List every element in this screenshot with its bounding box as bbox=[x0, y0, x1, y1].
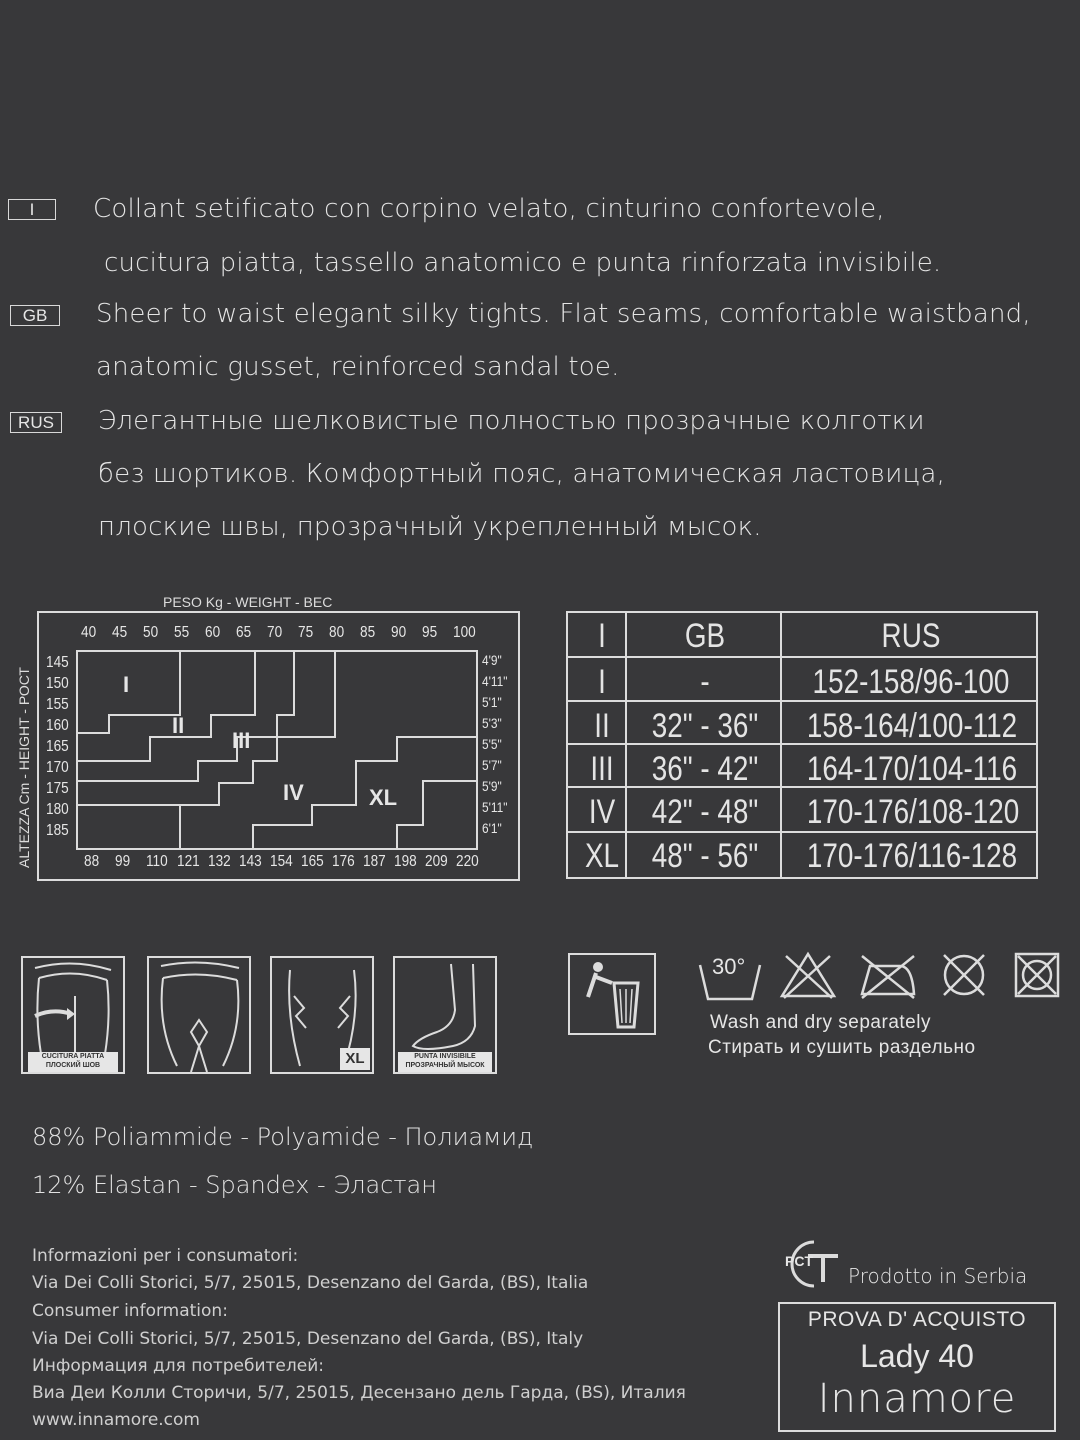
cm-tick-label: 175 bbox=[46, 780, 69, 797]
size-table-cell: 164-170/104-116 bbox=[806, 750, 1018, 788]
kg-tick-label: 55 bbox=[174, 624, 190, 641]
kg-tick-label: 85 bbox=[360, 624, 376, 641]
toe-label-ru: ПРОЗРАЧНЫЙ МЫСОК bbox=[405, 1062, 485, 1069]
lb-tick-label: 187 bbox=[363, 853, 386, 870]
size-table-cell: - bbox=[700, 663, 710, 701]
flat-seam-label-it: CUCITURA PIATTA bbox=[41, 1053, 105, 1060]
size-table-cell: II bbox=[594, 707, 610, 745]
care-note-en: Wash and dry separately bbox=[710, 1012, 931, 1033]
size-table-cell: 36" - 42" bbox=[651, 750, 759, 788]
wash-temp: 30° bbox=[712, 954, 746, 979]
product-name: Lady 40 bbox=[860, 1338, 974, 1374]
website-link[interactable]: www.innamore.com bbox=[32, 1410, 200, 1430]
info-line: Via Dei Colli Storici, 5/7, 25015, Desenzano del Garda, (BS), Italia bbox=[32, 1273, 589, 1293]
lang-tag-it: I bbox=[8, 199, 56, 220]
kg-tick-label: 40 bbox=[81, 624, 97, 641]
size-chart-lines bbox=[0, 0, 540, 900]
kg-tick-label: 60 bbox=[205, 624, 221, 641]
kg-tick-label: 65 bbox=[236, 624, 252, 641]
recycle-bin-icon bbox=[568, 953, 656, 1035]
toe-label-it: PUNTA INVISIBILE bbox=[414, 1053, 476, 1060]
cm-tick-label: 180 bbox=[46, 801, 69, 818]
description-line: anatomic gusset, reinforced sandal toe. bbox=[96, 352, 620, 382]
lb-tick-label: 198 bbox=[394, 853, 417, 870]
lang-tag-ru: RUS bbox=[10, 412, 62, 433]
zone-label-ii: II bbox=[172, 713, 185, 738]
no-tumble-dry-icon bbox=[1012, 950, 1062, 1000]
kg-tick-label: 70 bbox=[267, 624, 283, 641]
brand-name: Innamore bbox=[817, 1376, 1017, 1422]
ft-tick-label: 5'1" bbox=[482, 694, 502, 710]
origin-text: Prodotto in Serbia bbox=[848, 1264, 1028, 1288]
composition-line: 88% Poliammide - Polyamide - Полиамид bbox=[32, 1123, 534, 1151]
info-line: Consumer information: bbox=[32, 1301, 228, 1321]
ft-tick-label: 5'3" bbox=[482, 715, 502, 731]
kg-tick-label: 100 bbox=[453, 624, 476, 641]
ft-tick-label: 4'9" bbox=[482, 652, 502, 668]
lb-tick-label: 143 bbox=[239, 853, 262, 870]
pct-cert-mark: PCT bbox=[785, 1253, 813, 1269]
info-line: Виа Деи Колли Сторичи, 5/7, 25015, Десензано дель Гарда, (BS), Италия bbox=[32, 1383, 686, 1403]
zone-label-iii: III bbox=[232, 728, 251, 753]
gusset-icon bbox=[147, 956, 251, 1074]
size-table-cell: 42" - 48" bbox=[651, 793, 759, 831]
cm-tick-label: 145 bbox=[46, 654, 69, 671]
ft-tick-label: 5'11" bbox=[482, 799, 508, 815]
kg-tick-label: 75 bbox=[298, 624, 314, 641]
lb-tick-label: 132 bbox=[208, 853, 231, 870]
ft-tick-label: 4'11" bbox=[482, 673, 508, 689]
kg-tick-label: 80 bbox=[329, 624, 345, 641]
size-table-cell: 32" - 36" bbox=[651, 707, 759, 745]
weight-axis-title: PESO Kg - WEIGHT - ВЕС bbox=[163, 594, 333, 610]
size-table-header: GB bbox=[684, 617, 726, 655]
description-line: Элегантные шелковистые полностью прозрачные колготки bbox=[98, 406, 925, 436]
kg-tick-label: 90 bbox=[391, 624, 407, 641]
description-line: плоские швы, прозрачный укрепленный мысок. bbox=[98, 512, 762, 542]
info-line: Informazioni per i consumatori: bbox=[32, 1246, 299, 1266]
flat-seam-label-ru: ПЛОСКИЙ ШОВ bbox=[45, 1062, 101, 1069]
kg-tick-label: 50 bbox=[143, 624, 159, 641]
no-iron-icon bbox=[856, 950, 920, 1000]
lb-tick-label: 121 bbox=[177, 853, 200, 870]
size-table bbox=[566, 611, 1038, 879]
zone-label-iv: IV bbox=[283, 780, 304, 805]
ft-tick-label: 5'7" bbox=[482, 757, 502, 773]
cm-tick-label: 165 bbox=[46, 738, 69, 755]
ft-tick-label: 5'9" bbox=[482, 778, 502, 794]
cm-tick-label: 170 bbox=[46, 759, 69, 776]
size-table-cell: 170-176/108-120 bbox=[806, 793, 1020, 831]
no-bleach-icon bbox=[778, 950, 838, 1000]
cm-tick-label: 150 bbox=[46, 675, 69, 692]
lb-tick-label: 99 bbox=[115, 853, 131, 870]
size-table-cell: 48" - 56" bbox=[651, 837, 759, 875]
size-table-header: RUS bbox=[881, 617, 941, 655]
size-table-cell: 170-176/116-128 bbox=[806, 837, 1018, 875]
size-table-cell: XL bbox=[584, 837, 620, 875]
description-line: Collant setificato con corpino velato, cinturino confortevole, bbox=[93, 194, 885, 224]
lb-tick-label: 110 bbox=[146, 853, 168, 870]
cm-tick-label: 185 bbox=[46, 822, 69, 839]
care-note-ru: Стирать и сушить раздельно bbox=[708, 1037, 976, 1058]
size-table-cell: 158-164/100-112 bbox=[806, 707, 1018, 745]
lb-tick-label: 220 bbox=[456, 853, 479, 870]
cm-tick-label: 160 bbox=[46, 717, 69, 734]
description-line: без шортиков. Комфортный пояс, анатомическая ластовица, bbox=[98, 459, 946, 489]
kg-tick-label: 45 bbox=[112, 624, 128, 641]
cm-tick-label: 155 bbox=[46, 696, 69, 713]
lb-tick-label: 165 bbox=[301, 853, 324, 870]
lang-tag-gb: GB bbox=[10, 305, 60, 326]
proof-label: PROVA D' ACQUISTO bbox=[807, 1308, 1027, 1331]
size-table-header: I bbox=[598, 617, 606, 655]
info-line: Информация для потребителей: bbox=[32, 1356, 324, 1376]
size-table-cell: IV bbox=[588, 793, 616, 831]
size-table-cell: 152-158/96-100 bbox=[812, 663, 1010, 701]
description-line: cucitura piatta, tassello anatomico e punta rinforzata invisibile. bbox=[104, 248, 942, 278]
no-dry-clean-icon bbox=[938, 950, 990, 1000]
size-table-cell: III bbox=[590, 750, 614, 788]
description-line: Sheer to waist elegant silky tights. Flat seams, comfortable waistband, bbox=[96, 299, 1031, 329]
ft-tick-label: 6'1" bbox=[482, 820, 502, 836]
kg-tick-label: 95 bbox=[422, 624, 438, 641]
zone-label-xl: XL bbox=[369, 785, 398, 810]
zone-label-i: I bbox=[123, 672, 130, 697]
lb-tick-label: 176 bbox=[332, 853, 355, 870]
lb-tick-label: 154 bbox=[270, 853, 293, 870]
size-table-cell: I bbox=[598, 663, 606, 701]
composition-line: 12% Elastan - Spandex - Эластан bbox=[32, 1171, 437, 1199]
lb-tick-label: 209 bbox=[425, 853, 448, 870]
height-axis-title: ALTEZZA Cm - HEIGHT - РОСТ bbox=[16, 667, 32, 868]
xl-badge: XL bbox=[345, 1050, 365, 1067]
ft-tick-label: 5'5" bbox=[482, 736, 502, 752]
lb-tick-label: 88 bbox=[84, 853, 100, 870]
info-line: Via Dei Colli Storici, 5/7, 25015, Desenzano del Garda, (BS), Italy bbox=[32, 1329, 584, 1349]
